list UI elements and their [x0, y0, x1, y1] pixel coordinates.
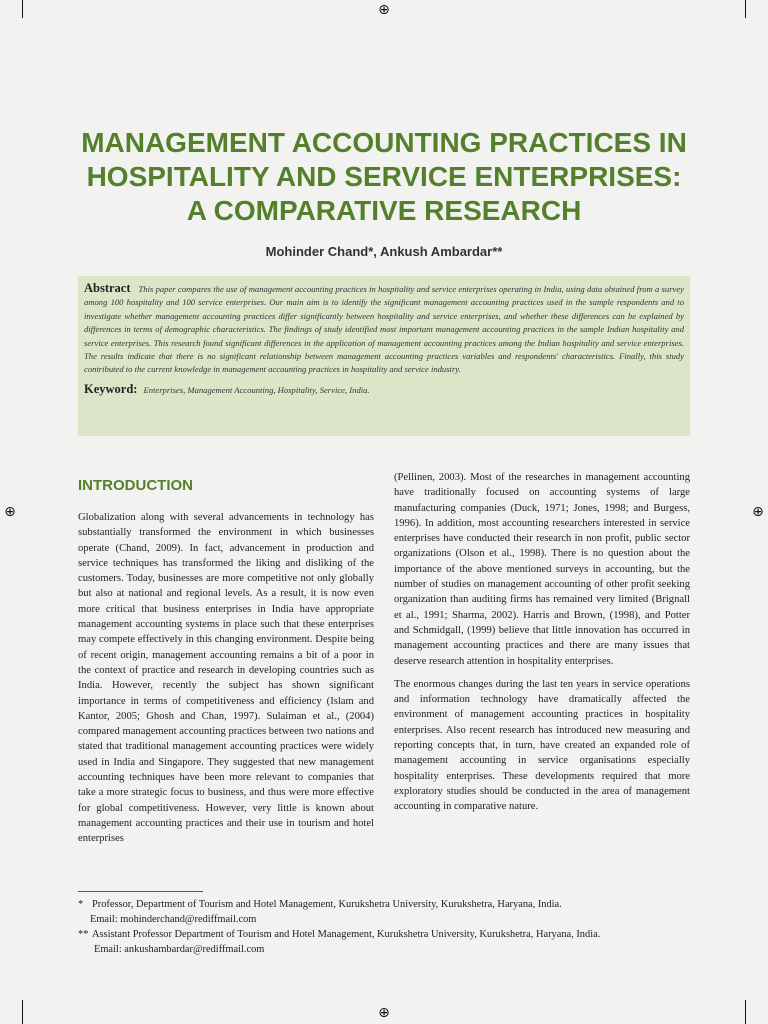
title-line: MANAGEMENT ACCOUNTING PRACTICES IN — [81, 127, 687, 158]
crop-mark-top-right — [745, 0, 746, 18]
abstract-label: Abstract — [84, 281, 131, 295]
body-paragraph: Globalization along with several advancements in technology has substantially transformed the environment in which businesses operate (Chand, 2009). In fact, advancement in production and service techniques has transformed the liking and disliking of the customers. Today, businesses are more competitive not only globally but also at national and regional levels. As a result, it is now even more critical that business enterprises in India have appropriate management accounting systems in place such that these enterprises may compete effectively in this changing environment. Despite being of recent origin, management accounting remains a bit of a poor in the context of practice and research in developing countries such as India. However, recently the subject has shown significant importance in terms of competitiveness and efficiency (Islam and Kantor, 2005; Ghosh and Chan, 1997). Sulaiman et al., (2004) compared management accounting practices between two nations and stated that traditional management accounting practices were widely used in India and Singapore. They suggested that new management accounting techniques have been more relevant to companies that take a more strategic focus to business, and thus were more effective for global competitiveness. However, very little is known about management accounting practices and their use in tourism and hotel enterprises — [78, 512, 374, 845]
author-list: Mohinder Chand*, Ankush Ambardar** — [265, 244, 503, 259]
footnote-mark: ** — [78, 929, 89, 940]
crop-mark-bottom-right — [745, 1000, 746, 1024]
abstract-body: This paper compares the use of management accounting practices in hospitality and service enterprises operating in India, using data obtained from a survey among 100 hospitality and 100 service enterprises. Our main aim is to identify the significant management accounting practices used in the sample respondents and to investigate whether management accounting practices differ significantly between hospitality and service enterprises, and whether these differences can be explained by differences in terms of demographic characteristics. The findings of study identified most important management accounting practices in the sample Indian hospitality and service enterprises. This research found significant differences in the application of management accounting practices among the Indian hospitality and service enterprises. The results indicate that there is no significant relationship between management accounting practices variables and respondents' characteristics. Finally, this study contributed to the current knowledge in management accounting practices in hospitality and service industry. — [84, 284, 684, 375]
footnote-affiliation: Professor, Department of Tourism and Hotel Management, Kurukshetra University, Kurukshetra, Haryana, India. — [92, 899, 562, 910]
title-line: HOSPITALITY AND SERVICE ENTERPRISES: — [86, 161, 682, 192]
crop-mark-bottom-left — [22, 1000, 23, 1024]
registration-target-icon: ⊕ — [752, 504, 764, 520]
footnote — [78, 927, 600, 942]
body-paragraph: The enormous changes during the last ten years in service operations and information technology have dramatically affected the environment of management accounting practices in hospitality enterprises. Also recent research has introduced new measuring and reporting concepts that, in turn, have created an expanded role of management accounting in service organisations especially hospitality enterprises. These developments required that more exploratory studies should be conducted in the area of management accounting in comparative nature. — [394, 678, 690, 813]
abstract-paragraph — [84, 282, 684, 377]
title-line: A COMPARATIVE RESEARCH — [186, 195, 582, 226]
section-heading-introduction: INTRODUCTION — [78, 477, 193, 494]
registration-target-icon: ⊕ — [378, 1005, 390, 1021]
footnote-divider — [78, 891, 203, 892]
left-column — [78, 510, 374, 855]
paper-title — [40, 126, 728, 228]
registration-target-icon: ⊕ — [378, 2, 390, 18]
keyword-label: Keyword: — [84, 381, 138, 396]
abstract-box — [78, 276, 690, 436]
right-column — [394, 470, 690, 823]
keyword-line — [84, 382, 684, 397]
crop-mark-top-left — [22, 0, 23, 18]
footnote-email: Email: mohinderchand@rediffmail.com — [90, 914, 257, 925]
registration-target-icon: ⊕ — [4, 504, 16, 520]
footnote-affiliation: Assistant Professor Department of Tourism and Hotel Management, Kurukshetra University, Kurukshetra, Haryana, India. — [92, 929, 601, 940]
body-paragraph: (Pellinen, 2003). Most of the researches in management accounting have traditionally focused on accounting systems of large manufacturing companies (Duck, 1971; Jones, 1998; and Burgess, 1996). In addition, most accounting researchers interested in service enterprises have conducted their research in non profit, public sector organizations (Olson et al., 1998). There is no question about the importance of the above mentioned surveys in accounting, but the number of studies on management accounting of other profit seeking organization than auditing firms has remained very limited (Brignall et al., 1991; Sharma, 2002). Harris and Brown, (1998), and Potter and Schmidgall, (1999) believe that little innovation has occurred in management accounting practices and there are many issues that deserve research attention in hospitality enterprises. — [394, 472, 690, 667]
footnote — [78, 897, 562, 912]
keyword-list: Enterprises, Management Accounting, Hospitality, Service, India. — [143, 384, 370, 395]
footnote-mark: * — [78, 899, 84, 910]
footnote-email: Email: ankushambardar@rediffmail.com — [94, 944, 265, 955]
